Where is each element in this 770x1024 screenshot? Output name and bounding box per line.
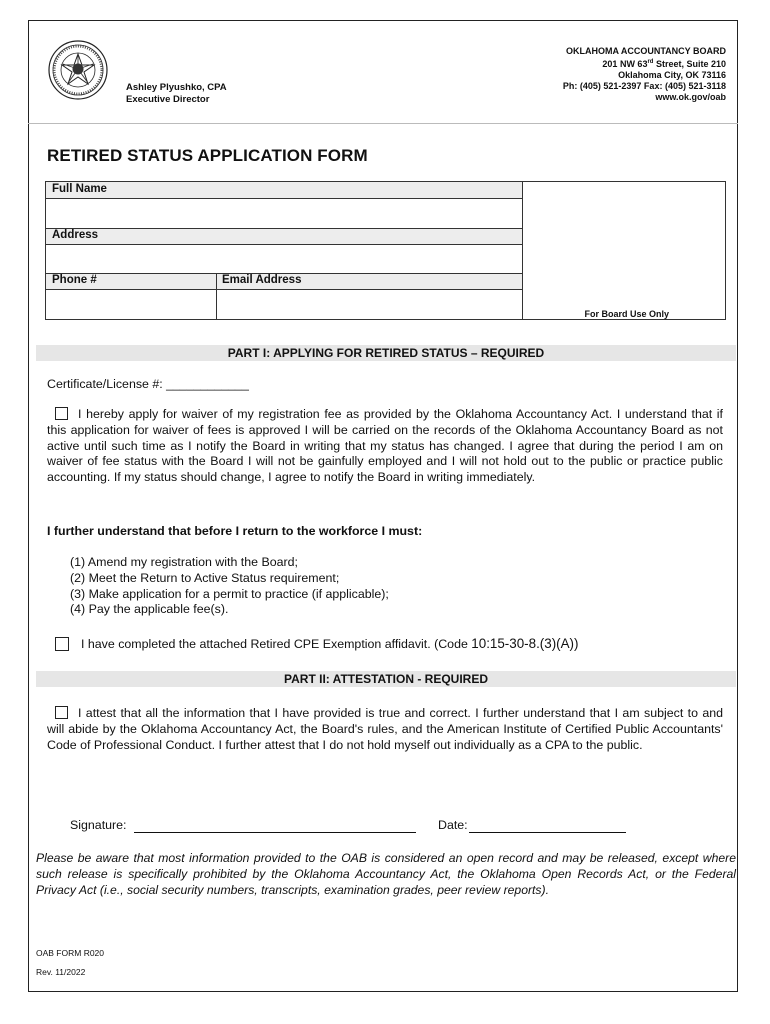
board-address bbox=[563, 57, 726, 70]
director-block bbox=[126, 82, 227, 106]
board-name: OKLAHOMA ACCOUNTANCY BOARD bbox=[566, 46, 726, 56]
table-rule bbox=[46, 289, 522, 290]
address-sup: rd bbox=[647, 59, 654, 65]
list-item: (3) Make application for a permit to practice (if applicable); bbox=[70, 586, 389, 601]
board-contact-block bbox=[563, 46, 726, 103]
list-item: (1) Amend my registration with the Board; bbox=[70, 555, 298, 569]
board-use-label: For Board Use Only bbox=[584, 309, 669, 319]
table-rule bbox=[46, 244, 522, 245]
board-phone-fax: Ph: (405) 521-2397 Fax: (405) 521-3118 bbox=[562, 81, 726, 91]
table-divider bbox=[522, 182, 523, 320]
email-field[interactable] bbox=[216, 289, 522, 320]
address-pre: 201 NW 63 bbox=[602, 59, 648, 69]
list-item: (4) Pay the applicable fee(s). bbox=[70, 602, 229, 617]
phone-label: Phone # bbox=[46, 273, 216, 289]
waiver-text: I hereby apply for waiver of my registration fee as provided by the Oklahoma Accountancy Act. I understand that if this application for waiver of fees is approved I will be carried on the records of the Oklahoma Accountancy Board as not active until such time as I notify the Board in writing that my status has changed. I agree that during the period I am on waiver of fee status with the Board I will not be gainfully employed and I will not hold out to the public or practice public accounting. If my status should change, I agree to notify the Board in writing immediately. bbox=[47, 407, 723, 485]
date-label: Date: bbox=[438, 818, 468, 832]
board-website[interactable]: www.ok.gov/oab bbox=[655, 92, 726, 102]
applicant-info-table bbox=[45, 181, 726, 320]
state-seal-icon bbox=[48, 40, 108, 100]
date-field[interactable] bbox=[469, 832, 626, 833]
waiver-paragraph bbox=[47, 407, 723, 486]
director-title: Executive Director bbox=[126, 94, 210, 105]
table-rule bbox=[46, 273, 522, 274]
signature-field[interactable] bbox=[134, 832, 416, 833]
part1-heading: PART I: APPLYING FOR RETIRED STATUS – REQUIRED bbox=[36, 345, 736, 361]
director-name: Ashley Plyushko, CPA bbox=[126, 82, 227, 93]
cpe-text: I have completed the attached Retired CPE Exemption affidavit. (Code bbox=[81, 637, 472, 651]
full-name-field[interactable] bbox=[46, 198, 522, 228]
form-revision: Rev. 11/2022 bbox=[36, 967, 86, 977]
form-title: RETIRED STATUS APPLICATION FORM bbox=[47, 146, 368, 165]
attestation-paragraph bbox=[47, 706, 723, 753]
cpe-checkbox[interactable] bbox=[55, 637, 69, 651]
table-divider bbox=[216, 273, 217, 320]
signature-label: Signature: bbox=[70, 818, 127, 832]
phone-field[interactable] bbox=[46, 289, 216, 320]
address-field[interactable] bbox=[46, 244, 522, 273]
return-steps-list bbox=[70, 555, 389, 618]
cpe-affidavit-text bbox=[81, 636, 578, 653]
list-item: (2) Meet the Return to Active Status requirement; bbox=[70, 570, 340, 585]
waiver-checkbox[interactable] bbox=[55, 407, 68, 420]
open-records-notice: Please be aware that most information provided to the OAB is considered an open record and may be released, except where such release is specifically prohibited by the Oklahoma Accountancy Act, the Oklahoma Open Records Act, or the Federal Privacy Act (i.e., social security numbers, transcripts, examination grades, peer review reports). bbox=[36, 851, 736, 897]
certificate-license-field[interactable]: Certificate/License #: ____________ bbox=[47, 377, 249, 391]
table-rule bbox=[46, 198, 522, 199]
full-name-label: Full Name bbox=[46, 182, 522, 198]
attest-text: I attest that all the information that I have provided is true and correct. I further understand that I am subject to and will abide by the Oklahoma Accountancy Act, the Board's rules, and the American Institute of Certified Public Accountants' Code of Professional Conduct. I further attest that I do not hold myself out individually as a CPA to the public. bbox=[47, 706, 723, 752]
further-understand-heading: I further understand that before I return to the workforce I must: bbox=[47, 524, 423, 538]
header-divider bbox=[28, 123, 738, 124]
board-city: Oklahoma City, OK 73116 bbox=[618, 70, 726, 80]
email-label: Email Address bbox=[216, 273, 522, 289]
part2-heading: PART II: ATTESTATION - REQUIRED bbox=[36, 671, 736, 687]
attest-checkbox[interactable] bbox=[55, 706, 68, 719]
address-label: Address bbox=[46, 228, 522, 244]
address-post: Street, Suite 210 bbox=[653, 59, 726, 69]
cpe-code: 10:15-30-8.(3)(A)) bbox=[471, 636, 579, 651]
table-rule bbox=[46, 228, 522, 229]
form-id: OAB FORM R020 bbox=[36, 948, 105, 958]
